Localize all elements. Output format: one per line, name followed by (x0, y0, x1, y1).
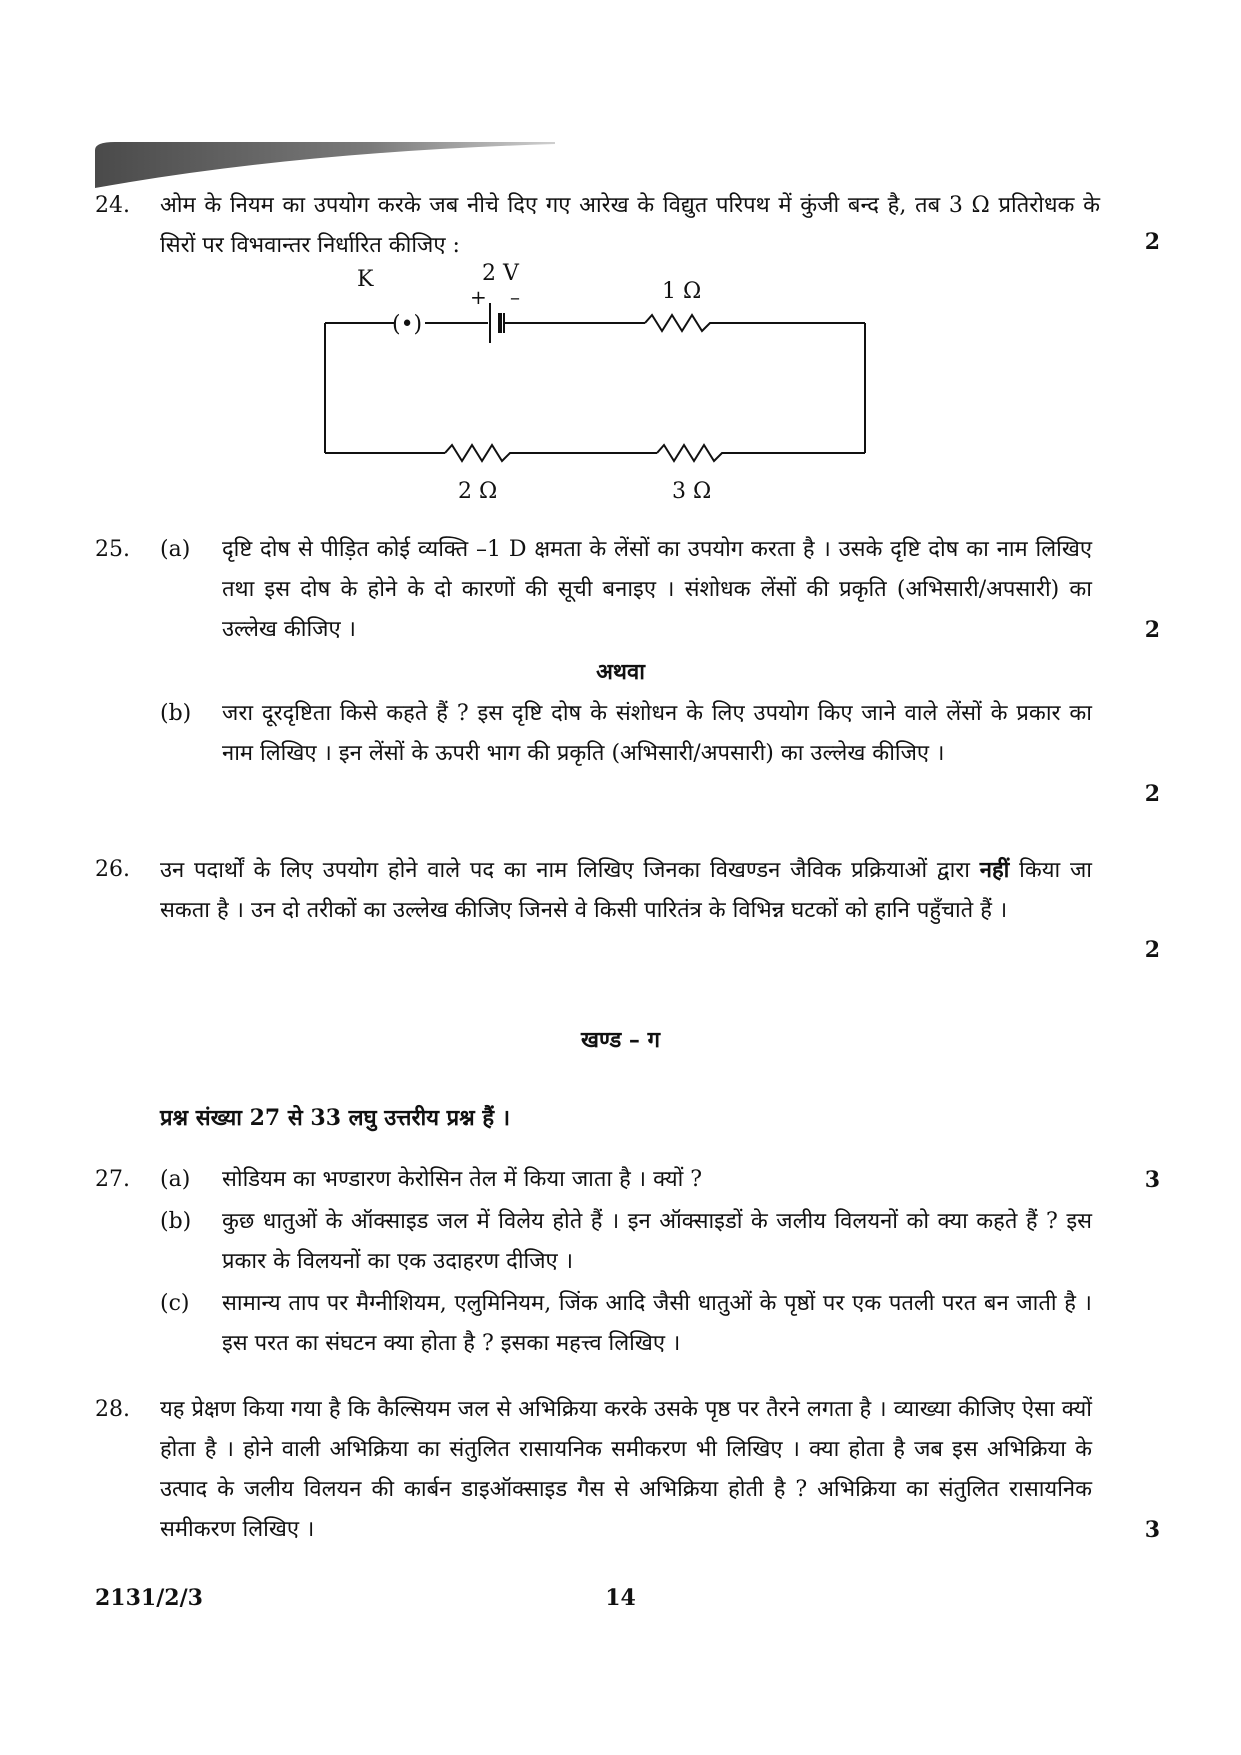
resistor-1-label: 1 Ω (662, 279, 702, 304)
battery-minus-sign: – (510, 285, 520, 309)
q27a-label: (a) (160, 1167, 191, 1192)
resistor-2-ohm (445, 445, 515, 461)
q28-marks: 3 (1144, 1517, 1160, 1543)
resistor-2-label: 2 Ω (458, 479, 498, 504)
q27c-label: (c) (160, 1291, 190, 1316)
battery-plus-sign: + (470, 285, 487, 309)
q28-text: यह प्रेक्षण किया गया है कि कैल्सियम जल से अभिक्रिया करके उसके पृष्ठ पर तैरने लगता है । व्याख्या कीजिए ऐसा क्यों होता है । होने वाली अभिक्रिया का संतुलित रासायनिक समीकरण भी लिखिए । क्या होता है जब इस अभिक्रिया के उत्पाद के जलीय विलयन की कार्बन डाइऑक्साइड गैस से अभिक्रिया होती है ? अभिक्रिया का संतुलित रासायनिक समीकरण लिखिए । (160, 1397, 1092, 1542)
q26-text-after: किया जा सकता है । उन दो तरीकों का उल्लेख कीजिए जिनसे वे किसी पारितंत्र के विभिन्न घटकों को हानि पहुँचाते हैं । (160, 858, 1092, 923)
q28-number: 28. (95, 1397, 130, 1422)
q26-number: 26. (95, 857, 130, 882)
q24-number: 24. (95, 193, 130, 218)
resistor-1-ohm (645, 315, 715, 331)
battery-voltage-label: 2 V (482, 261, 519, 286)
section-instruction: प्रश्न संख्या 27 से 33 लघु उत्तरीय प्रश्न हैं । (160, 1105, 511, 1131)
q25b-text: जरा दूरदृष्टिता किसे कहते हैं ? इस दृष्टि दोष के संशोधन के लिए उपयोग किए जाने वाले लेंसों के प्रकार का नाम लिखिए । इन लेंसों के ऊपरी भाग की प्रकृति (अभिसारी/अपसारी) का उल्लेख कीजिए । (222, 701, 1092, 766)
page-number: 14 (605, 1585, 636, 1611)
key-label: K (357, 267, 374, 292)
resistor-3-ohm (657, 445, 727, 461)
circuit-diagram (300, 258, 900, 518)
q27b-text: कुछ धातुओं के ऑक्साइड जल में विलेय होते हैं । इन ऑक्साइडों के जलीय विलयनों को क्या कहते हैं ? इस प्रकार के विलयनों का एक उदाहरण दीजिए । (222, 1209, 1092, 1274)
battery-cell (490, 303, 504, 343)
or-separator: अथवा (596, 659, 645, 685)
q25a-marks: 2 (1144, 617, 1160, 643)
q27c-text: सामान्य ताप पर मैग्नीशियम, एलुमिनियम, जिंक आदि जैसी धातुओं के पृष्ठों पर एक पतली परत बन जाती है । इस परत का संघटन क्या होता है ? इसका महत्त्व लिखिए । (222, 1291, 1092, 1356)
q25b-marks: 2 (1144, 781, 1160, 807)
header-decoration-bar (95, 142, 555, 188)
q24-marks: 2 (1144, 229, 1160, 255)
paper-code: 2131/2/3 (95, 1585, 203, 1611)
q25a-label: (a) (160, 537, 191, 562)
q25b-label: (b) (160, 701, 192, 726)
q27a-text: सोडियम का भण्डारण केरोसिन तेल में किया जाता है । क्यों ? (222, 1167, 703, 1192)
q26-marks: 2 (1144, 937, 1160, 963)
section-title: खण्ड – ग (581, 1027, 660, 1053)
q26-text-emphasis: नहीं (979, 857, 1010, 883)
q25-number: 25. (95, 537, 130, 562)
q27-marks: 3 (1144, 1167, 1160, 1193)
q27b-label: (b) (160, 1209, 192, 1234)
q25a-text: दृष्टि दोष से पीड़ित कोई व्यक्ति –1 D क्षमता के लेंसों का उपयोग करता है । उसके दृष्टि दोष का नाम लिखिए तथा इस दोष के होने के दो कारणों की सूची बनाइए । संशोधक लेंसों की प्रकृति (अभिसारी/अपसारी) का उल्लेख कीजिए । (222, 537, 1092, 642)
plug-key-symbol: (•) (392, 312, 423, 337)
resistor-3-label: 3 Ω (672, 479, 712, 504)
q26-text (160, 850, 1092, 931)
q24-text: ओम के नियम का उपयोग करके जब नीचे दिए गए आरेख के विद्युत परिपथ में कुंजी बन्द है, तब 3 Ω प्रतिरोधक के सिरों पर विभवान्तर निर्धारित कीजिए : (160, 193, 1100, 258)
q27-number: 27. (95, 1167, 130, 1192)
q26-text-before: उन पदार्थों के लिए उपयोग होने वाले पद का नाम लिखिए जिनका विखण्डन जैविक प्रक्रियाओं द्वारा (160, 858, 980, 883)
